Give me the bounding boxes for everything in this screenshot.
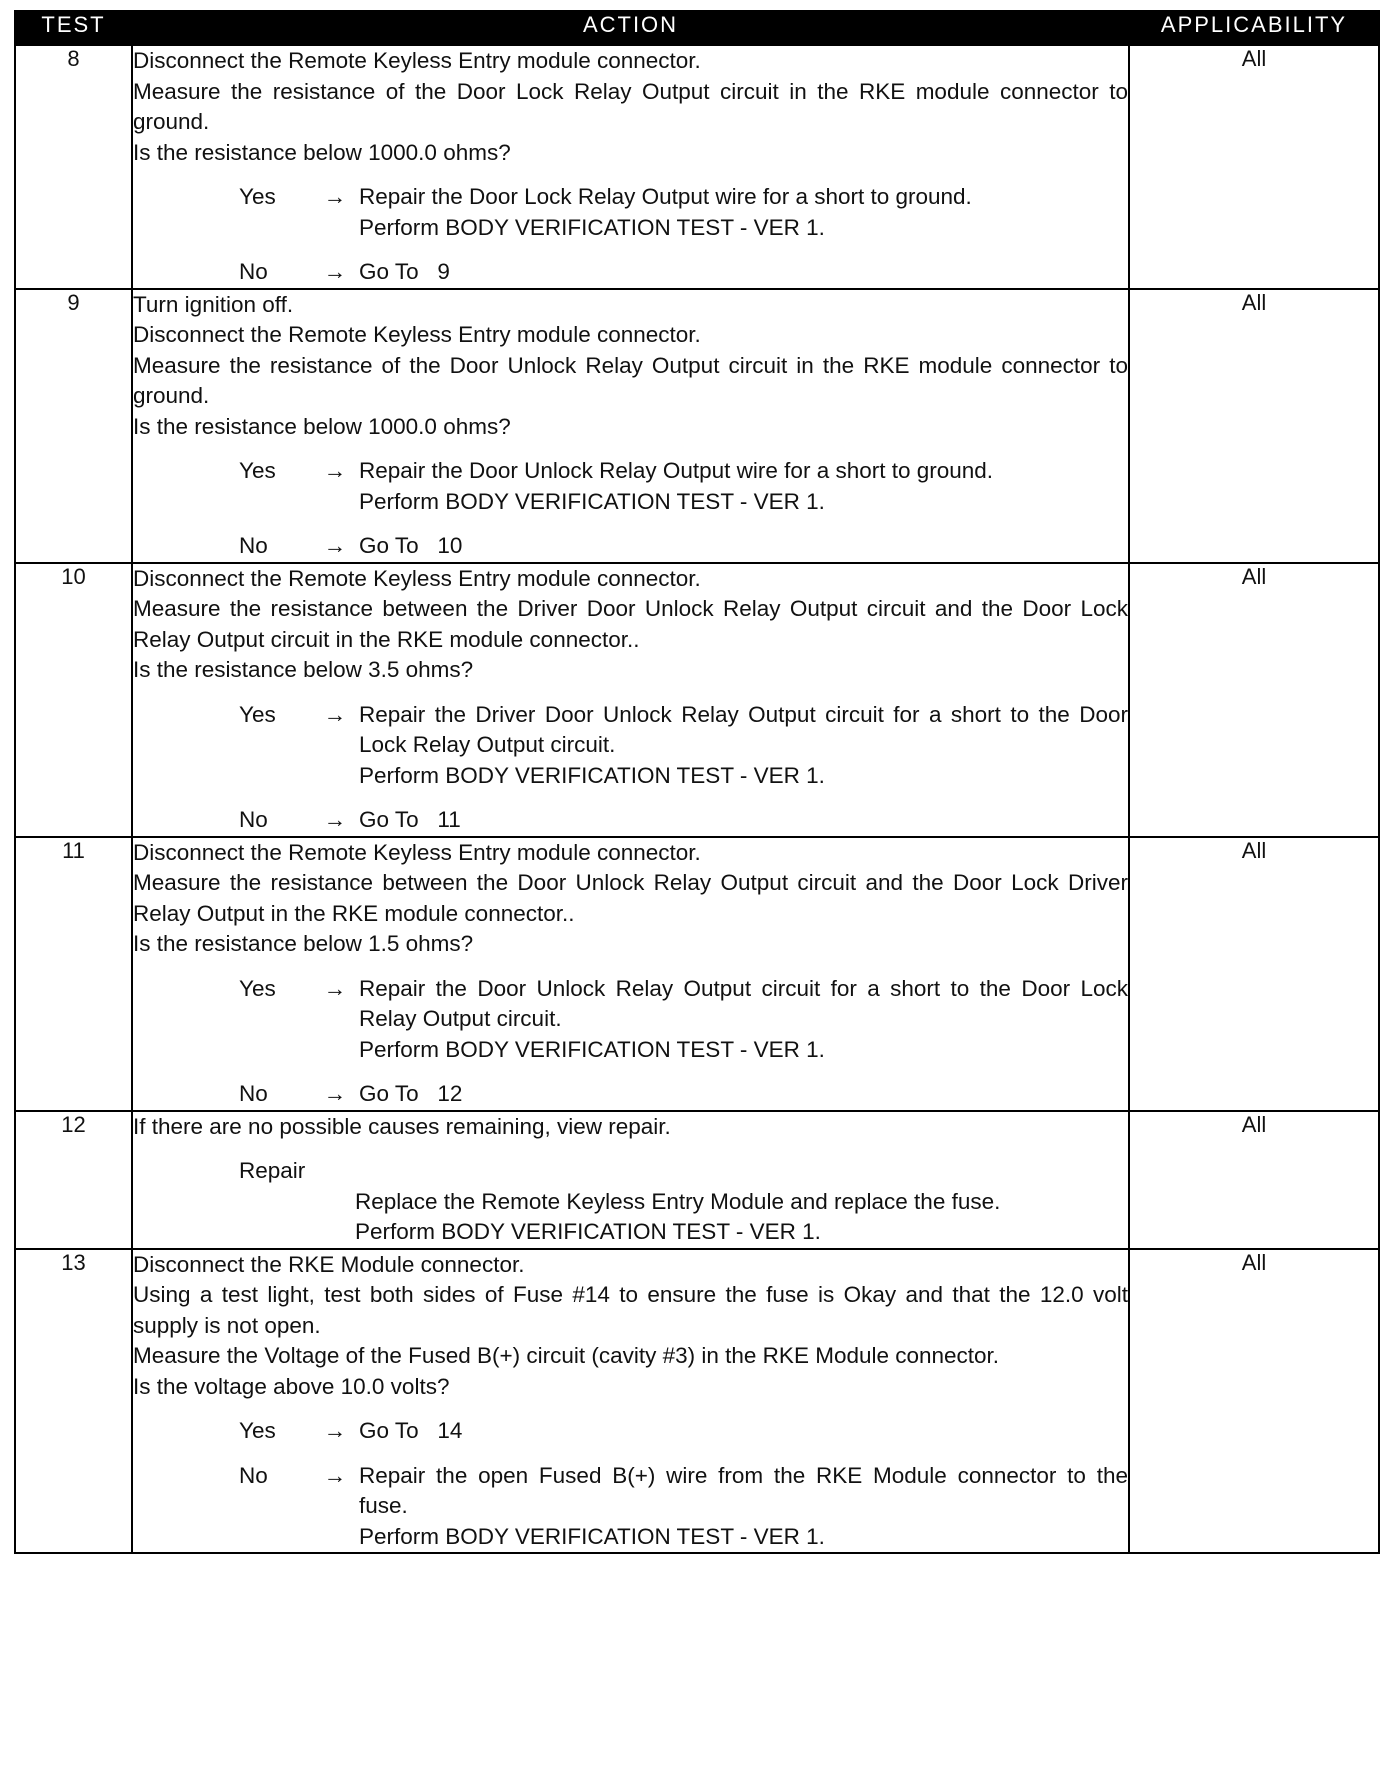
header-action: ACTION <box>132 11 1129 45</box>
applicability-cell: All <box>1129 837 1379 1111</box>
applicability-cell: All <box>1129 289 1379 563</box>
applicability-cell: All <box>1129 563 1379 837</box>
action-line: Is the resistance below 1.5 ohms? <box>133 931 474 956</box>
result-list <box>133 700 1135 836</box>
result-line: Perform BODY VERIFICATION TEST - VER 1. <box>359 1036 825 1062</box>
table-row <box>15 45 1379 289</box>
result-text <box>359 1461 1135 1553</box>
action-line: Measure the Voltage of the Fused B(+) circuit (cavity #3) in the RKE Module connector. <box>133 1343 1000 1368</box>
action-line: Is the resistance below 3.5 ohms? <box>133 657 474 682</box>
arrow-icon: → <box>323 1462 347 1488</box>
result-text <box>359 700 1135 792</box>
result-line: Perform BODY VERIFICATION TEST - VER 1. <box>359 488 825 514</box>
result-line: Repair the Driver Door Unlock Relay Output circuit for a short to the Door Lock Relay Output circuit. <box>359 701 1135 757</box>
action-line: Disconnect the RKE Module connector. <box>133 1251 525 1277</box>
table-row <box>15 1111 1379 1249</box>
result-line: Go To 11 <box>359 807 461 832</box>
repair-text <box>133 1187 1128 1248</box>
result-label: Yes <box>239 458 276 483</box>
arrow-icon: → <box>323 458 347 483</box>
arrow-icon: → <box>323 975 347 1001</box>
action-line: Measure the resistance between the Door Unlock Relay Output circuit and the Door Lock Driver Relay Output in the RKE module connector.. <box>133 870 1128 926</box>
repair-line: Replace the Remote Keyless Entry Module and replace the fuse. <box>355 1188 1001 1214</box>
result-label: Yes <box>239 1418 276 1443</box>
result-text <box>359 974 1135 1066</box>
table-body <box>15 45 1379 1553</box>
result-line: Perform BODY VERIFICATION TEST - VER 1. <box>359 214 825 240</box>
result-list <box>133 182 1128 288</box>
result-text <box>359 1079 1128 1110</box>
action-cell <box>132 289 1129 563</box>
result-line: Go To 14 <box>359 1418 463 1443</box>
test-number: 12 <box>15 1111 132 1249</box>
action-line: Is the resistance below 1000.0 ohms? <box>133 413 511 439</box>
action-line: Disconnect the Remote Keyless Entry module connector. <box>133 322 701 347</box>
action-line: If there are no possible causes remaining, view repair. <box>133 1113 671 1139</box>
applicability-cell: All <box>1129 1249 1379 1554</box>
result-list <box>133 974 1135 1110</box>
header-row <box>15 11 1379 45</box>
result-label: Yes <box>239 701 276 727</box>
arrow-icon: → <box>323 1418 347 1443</box>
action-cell <box>132 45 1129 289</box>
table-row <box>15 563 1379 837</box>
action-line: Disconnect the Remote Keyless Entry module connector. <box>133 48 701 73</box>
repair-line: Perform BODY VERIFICATION TEST - VER 1. <box>355 1219 821 1244</box>
result-line: Go To 12 <box>359 1081 463 1106</box>
action-line: Is the resistance below 1000.0 ohms? <box>133 139 511 165</box>
action-line: Is the voltage above 10.0 volts? <box>133 1373 450 1399</box>
action-line: Measure the resistance of the Door Lock Relay Output circuit in the RKE module connector to ground. <box>133 78 1128 134</box>
result-line: Repair the Door Lock Relay Output wire for a short to ground. <box>359 184 972 209</box>
result-text <box>359 257 1128 288</box>
action-line: Using a test light, test both sides of Fuse #14 to ensure the fuse is Okay and that the 12.0 volt supply is not open. <box>133 1282 1128 1338</box>
result-line: Repair the open Fused B(+) wire from the RKE Module connector to the fuse. <box>359 1462 1135 1518</box>
arrow-icon: → <box>323 184 347 209</box>
arrow-icon: → <box>323 807 347 832</box>
result-line: Repair the Door Unlock Relay Output wire for a short to ground. <box>359 458 994 483</box>
action-cell <box>132 837 1135 1111</box>
test-number: 8 <box>15 45 132 289</box>
action-cell <box>132 563 1135 837</box>
repair-block <box>133 1156 1128 1248</box>
applicability-cell: All <box>1129 1111 1379 1249</box>
action-line: Disconnect the Remote Keyless Entry module connector. <box>133 565 701 591</box>
diagnostic-table <box>14 10 1380 1554</box>
result-line: Go To 9 <box>359 259 450 284</box>
action-cell <box>132 1249 1135 1554</box>
result-text <box>359 805 1128 836</box>
result-text <box>359 1416 1128 1447</box>
header-applicability: APPLICABILITY <box>1129 11 1379 45</box>
result-text <box>359 456 1128 517</box>
repair-label: Repair <box>239 1158 306 1183</box>
arrow-icon: → <box>323 533 347 558</box>
result-line: Go To 10 <box>359 533 463 558</box>
action-line: Disconnect the Remote Keyless Entry module connector. <box>133 839 701 865</box>
table-row <box>15 289 1379 563</box>
result-list <box>133 456 1128 562</box>
result-label: No <box>239 1462 268 1488</box>
action-line: Measure the resistance of the Door Unlock Relay Output circuit in the RKE module connector to ground. <box>133 352 1128 408</box>
result-list <box>133 1416 1135 1552</box>
test-number: 10 <box>15 563 132 837</box>
result-label: Yes <box>239 975 276 1001</box>
header-test: TEST <box>15 11 132 45</box>
result-line: Perform BODY VERIFICATION TEST - VER 1. <box>359 1523 825 1549</box>
table-row <box>15 837 1379 1111</box>
result-label: Yes <box>239 184 276 209</box>
action-cell <box>132 1111 1129 1249</box>
result-text <box>359 531 1128 562</box>
result-label: No <box>239 1081 268 1106</box>
result-line: Repair the Door Unlock Relay Output circuit for a short to the Door Lock Relay Output circuit. <box>359 975 1135 1031</box>
table-row <box>15 1249 1379 1554</box>
result-line: Perform BODY VERIFICATION TEST - VER 1. <box>359 762 825 788</box>
result-text <box>359 182 1128 243</box>
arrow-icon: → <box>323 701 347 727</box>
result-label: No <box>239 259 268 284</box>
test-number: 11 <box>15 837 132 1111</box>
applicability-cell: All <box>1129 45 1379 289</box>
action-line: Measure the resistance between the Driver Door Unlock Relay Output circuit and the Door Lock Relay Output circuit in the RKE module connector.. <box>133 596 1128 652</box>
result-label: No <box>239 807 268 832</box>
arrow-icon: → <box>323 1081 347 1106</box>
test-number: 9 <box>15 289 132 563</box>
action-line: Turn ignition off. <box>133 291 294 317</box>
arrow-icon: → <box>323 259 347 284</box>
test-number: 13 <box>15 1249 132 1554</box>
result-label: No <box>239 533 268 558</box>
